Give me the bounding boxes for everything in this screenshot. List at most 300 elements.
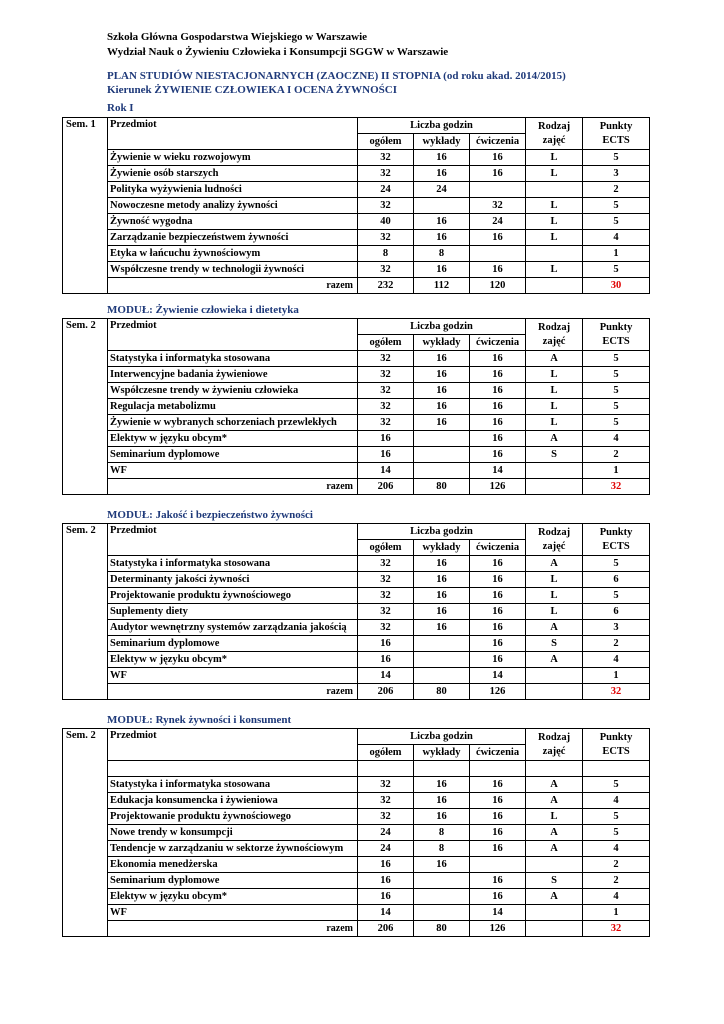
total-hours: 32 [358,367,414,383]
class-type-header-line1: Rodzaj [537,731,571,743]
class-type: L [526,367,583,383]
subject-name: Zarządzanie bezpieczeństwem żywności [108,230,358,246]
class-type: L [526,383,583,399]
totals-row [63,278,650,294]
ects-points: 4 [583,889,650,905]
lecture-hours: 8 [414,841,470,857]
table-row [63,889,650,905]
subject-name: Współczesne trendy w żywieniu człowieka [108,383,358,399]
subject-name: Żywienie w wybranych schorzeniach przewlekłych [108,415,358,431]
table-row [63,604,650,620]
subject-name: Statystyka i informatyka stosowana [108,777,358,793]
table-row [63,636,650,652]
lecture-hours: 16 [414,214,470,230]
class-type-header [526,118,583,150]
class-type: A [526,556,583,572]
ects-points: 5 [583,588,650,604]
subject-name: Tendencje w zarządzaniu w sektorze żywnościowym [108,841,358,857]
class-type: A [526,620,583,636]
subject-name: WF [108,668,358,684]
exercise-hours: 16 [470,166,526,182]
exercises-header: ćwiczenia [470,335,526,351]
blank-row [63,761,650,777]
class-type: L [526,214,583,230]
totals-row [63,479,650,495]
subject-name: Statystyka i informatyka stosowana [108,351,358,367]
subject-name: Interwencyjne badania żywieniowe [108,367,358,383]
hours-header: Liczba godzin [358,524,526,540]
table-row [63,652,650,668]
table-row [63,809,650,825]
class-type [526,246,583,262]
semester-label: Sem. 2 [63,319,108,495]
total-hours: 24 [358,182,414,198]
totals-label: razem [108,684,358,700]
exercise-hours [470,246,526,262]
ects-header [583,524,650,556]
total-hours: 14 [358,668,414,684]
subject-name: Żywność wygodna [108,214,358,230]
subject-name: Żywienie w wieku rozwojowym [108,150,358,166]
ects-points: 3 [583,166,650,182]
kierunek-title: Kierunek ŻYWIENIE CZŁOWIEKA I OCENA ŻYWNOŚCI [107,84,398,96]
hours-header: Liczba godzin [358,729,526,745]
lecture-hours-sum: 80 [414,684,470,700]
exercise-hours: 16 [470,588,526,604]
subject-name: Nowoczesne metody analizy żywności [108,198,358,214]
table-row [63,463,650,479]
table-row [63,825,650,841]
year-label: Rok I [107,102,134,114]
lecture-hours-sum: 80 [414,921,470,937]
class-type: A [526,825,583,841]
table-row [63,150,650,166]
total-hours: 24 [358,841,414,857]
semester-label: Sem. 1 [63,118,108,294]
total-hours-header: ogółem [358,540,414,556]
plan-title: PLAN STUDIÓW NIESTACJONARNYCH (ZAOCZNE) II STOPNIA (od roku akad. 2014/2015) [107,70,566,82]
class-type: L [526,588,583,604]
table-row [63,873,650,889]
class-type-header-line1: Rodzaj [537,321,571,333]
class-type-sum-empty [526,684,583,700]
table-row [63,262,650,278]
blank-cell [414,761,470,777]
subject-name: WF [108,905,358,921]
total-hours: 32 [358,230,414,246]
subject-name: Żywienie osób starszych [108,166,358,182]
hours-header: Liczba godzin [358,118,526,134]
table-row [63,351,650,367]
class-type: L [526,604,583,620]
exercise-hours: 16 [470,415,526,431]
class-type: L [526,150,583,166]
total-hours-sum: 206 [358,684,414,700]
class-type [526,182,583,198]
lecture-hours: 16 [414,809,470,825]
exercises-header: ćwiczenia [470,745,526,761]
subject-name: Edukacja konsumencka i żywieniowa [108,793,358,809]
class-type-header-line1: Rodzaj [537,120,571,132]
lecture-hours: 16 [414,230,470,246]
lecture-hours: 16 [414,351,470,367]
lecture-hours: 16 [414,572,470,588]
ects-header [583,319,650,351]
lecture-hours [414,652,470,668]
lecture-hours: 8 [414,246,470,262]
lecture-hours: 16 [414,588,470,604]
ects-points: 5 [583,198,650,214]
exercise-hours: 16 [470,636,526,652]
lecture-hours: 16 [414,620,470,636]
table-row [63,556,650,572]
exercise-hours: 16 [470,620,526,636]
total-hours: 24 [358,825,414,841]
module-title: MODUŁ: Jakość i bezpieczeństwo żywności [107,509,313,521]
exercise-hours-sum: 126 [470,921,526,937]
lecture-hours: 16 [414,777,470,793]
table-header-row [63,524,650,540]
total-hours: 16 [358,889,414,905]
class-type-header-line1: Rodzaj [537,526,571,538]
lecture-hours: 16 [414,150,470,166]
exercise-hours: 16 [470,230,526,246]
subject-name: Projektowanie produktu żywnościowego [108,588,358,604]
module-title: MODUŁ: Żywienie człowieka i dietetyka [107,304,299,316]
semester-label: Sem. 2 [63,729,108,937]
blank-cell [358,761,414,777]
subject-name: Regulacja metabolizmu [108,399,358,415]
table-row [63,668,650,684]
ects-points: 5 [583,777,650,793]
table-header-row [63,118,650,134]
table-row [63,214,650,230]
subject-name: Ekonomia menedżerska [108,857,358,873]
table-header-row [63,729,650,745]
total-hours-header: ogółem [358,335,414,351]
exercise-hours: 16 [470,825,526,841]
ects-header-line1: Punkty [599,731,633,743]
lecture-hours [414,873,470,889]
ects-points: 1 [583,668,650,684]
totals-label: razem [108,921,358,937]
class-type-sum-empty [526,921,583,937]
ects-points: 5 [583,809,650,825]
ects-points: 5 [583,262,650,278]
class-type: L [526,262,583,278]
subject-name: Audytor wewnętrzny systemów zarządzania jakością [108,620,358,636]
ects-points: 2 [583,636,650,652]
exercise-hours: 14 [470,463,526,479]
ects-sum: 32 [583,684,650,700]
subject-name: Elektyw w języku obcym* [108,431,358,447]
table-row [63,793,650,809]
lecture-hours: 16 [414,556,470,572]
table-row [63,399,650,415]
class-type: A [526,652,583,668]
table-row [63,367,650,383]
class-type-header [526,524,583,556]
lecture-hours-sum: 112 [414,278,470,294]
total-hours: 32 [358,150,414,166]
total-hours-sum: 232 [358,278,414,294]
ects-points: 5 [583,556,650,572]
total-hours-header: ogółem [358,745,414,761]
exercise-hours: 16 [470,383,526,399]
ects-points: 1 [583,905,650,921]
ects-points: 3 [583,620,650,636]
subject-header: Przedmiot [108,319,358,351]
ects-header-line2: ECTS [602,134,630,146]
class-type-header-line2: zajęć [542,335,566,347]
ects-points: 5 [583,214,650,230]
lecture-hours [414,198,470,214]
class-type: L [526,230,583,246]
total-hours: 32 [358,588,414,604]
university-name: Szkoła Główna Gospodarstwa Wiejskiego w Warszawie [107,31,368,43]
lecture-hours: 16 [414,399,470,415]
total-hours: 32 [358,415,414,431]
total-hours-header: ogółem [358,134,414,150]
class-type-header [526,729,583,761]
class-type: L [526,166,583,182]
lecture-hours: 16 [414,793,470,809]
lecture-hours [414,889,470,905]
exercise-hours-sum: 120 [470,278,526,294]
ects-points: 5 [583,367,650,383]
subject-name: Etyka w łańcuchu żywnościowym [108,246,358,262]
exercise-hours: 16 [470,889,526,905]
total-hours: 16 [358,873,414,889]
exercise-hours: 16 [470,150,526,166]
class-type: A [526,777,583,793]
subject-name: Projektowanie produktu żywnościowego [108,809,358,825]
totals-row [63,684,650,700]
exercise-hours: 16 [470,367,526,383]
subject-name: Seminarium dyplomowe [108,873,358,889]
exercise-hours-sum: 126 [470,479,526,495]
lectures-header: wykłady [414,335,470,351]
lecture-hours [414,447,470,463]
ects-header-line1: Punkty [599,526,633,538]
blank-cell [108,761,358,777]
subject-name: Seminarium dyplomowe [108,447,358,463]
study-plan-table [62,523,650,700]
ects-header-line2: ECTS [602,335,630,347]
subject-name: Współczesne trendy w technologii żywności [108,262,358,278]
ects-points: 5 [583,825,650,841]
exercise-hours: 16 [470,447,526,463]
total-hours: 32 [358,383,414,399]
ects-points: 4 [583,841,650,857]
ects-header-line1: Punkty [599,321,633,333]
ects-sum: 30 [583,278,650,294]
table-row [63,383,650,399]
class-type: L [526,572,583,588]
total-hours: 32 [358,166,414,182]
lecture-hours [414,905,470,921]
ects-points: 6 [583,604,650,620]
subject-name: Seminarium dyplomowe [108,636,358,652]
total-hours: 40 [358,214,414,230]
lecture-hours: 16 [414,166,470,182]
lecture-hours: 16 [414,604,470,620]
class-type: A [526,793,583,809]
subject-name: Determinanty jakości żywności [108,572,358,588]
total-hours: 32 [358,351,414,367]
table-row [63,415,650,431]
total-hours: 14 [358,463,414,479]
class-type-header-line2: zajęć [542,745,566,757]
table-row [63,905,650,921]
ects-sum: 32 [583,921,650,937]
lecture-hours: 16 [414,415,470,431]
ects-points: 5 [583,415,650,431]
ects-header-line1: Punkty [599,120,633,132]
table-row [63,588,650,604]
exercise-hours: 16 [470,841,526,857]
blank-cell [583,761,650,777]
ects-points: 4 [583,793,650,809]
ects-points: 1 [583,463,650,479]
total-hours: 16 [358,636,414,652]
table-row [63,166,650,182]
class-type-sum-empty [526,278,583,294]
subject-name: WF [108,463,358,479]
table-row [63,230,650,246]
total-hours: 14 [358,905,414,921]
subject-name: Elektyw w języku obcym* [108,652,358,668]
ects-points: 5 [583,383,650,399]
total-hours: 32 [358,793,414,809]
lecture-hours: 16 [414,383,470,399]
ects-points: 6 [583,572,650,588]
class-type-header-line2: zajęć [542,134,566,146]
exercise-hours: 16 [470,793,526,809]
ects-header [583,118,650,150]
subject-name: Statystyka i informatyka stosowana [108,556,358,572]
exercise-hours: 16 [470,399,526,415]
subject-header: Przedmiot [108,524,358,556]
total-hours-sum: 206 [358,921,414,937]
exercises-header: ćwiczenia [470,540,526,556]
ects-points: 4 [583,230,650,246]
ects-points: 2 [583,857,650,873]
table-row [63,620,650,636]
ects-points: 5 [583,150,650,166]
total-hours: 32 [358,399,414,415]
lectures-header: wykłady [414,745,470,761]
total-hours: 32 [358,604,414,620]
lecture-hours: 16 [414,262,470,278]
exercises-header: ćwiczenia [470,134,526,150]
class-type [526,905,583,921]
total-hours: 32 [358,620,414,636]
exercise-hours: 16 [470,777,526,793]
total-hours: 16 [358,652,414,668]
class-type: L [526,415,583,431]
exercise-hours: 14 [470,905,526,921]
lectures-header: wykłady [414,134,470,150]
total-hours: 32 [358,556,414,572]
lecture-hours-sum: 80 [414,479,470,495]
study-plan-table [62,117,650,294]
class-type [526,463,583,479]
ects-header-line2: ECTS [602,540,630,552]
lecture-hours: 16 [414,367,470,383]
blank-cell [470,761,526,777]
exercise-hours: 16 [470,262,526,278]
class-type: S [526,636,583,652]
semester-label: Sem. 2 [63,524,108,700]
study-plan-table [62,318,650,495]
table-row [63,572,650,588]
lecture-hours [414,636,470,652]
ects-points: 5 [583,399,650,415]
exercise-hours-sum: 126 [470,684,526,700]
class-type: L [526,198,583,214]
class-type-header-line2: zajęć [542,540,566,552]
lectures-header: wykłady [414,540,470,556]
total-hours: 32 [358,777,414,793]
ects-points: 2 [583,447,650,463]
ects-points: 5 [583,351,650,367]
exercise-hours: 16 [470,556,526,572]
exercise-hours [470,182,526,198]
subject-name: Polityka wyżywienia ludności [108,182,358,198]
total-hours-sum: 206 [358,479,414,495]
module-title: MODUŁ: Rynek żywności i konsument [107,714,292,726]
class-type [526,857,583,873]
ects-points: 2 [583,182,650,198]
class-type-sum-empty [526,479,583,495]
totals-label: razem [108,278,358,294]
exercise-hours: 32 [470,198,526,214]
lecture-hours [414,668,470,684]
exercise-hours: 16 [470,652,526,668]
table-row [63,431,650,447]
class-type: A [526,351,583,367]
study-plan-table [62,728,650,937]
ects-sum: 32 [583,479,650,495]
faculty-name: Wydział Nauk o Żywieniu Człowieka i Konsumpcji SGGW w Warszawie [107,46,449,58]
ects-points: 4 [583,652,650,668]
table-row [63,777,650,793]
class-type-header [526,319,583,351]
table-row [63,857,650,873]
table-row [63,198,650,214]
exercise-hours [470,857,526,873]
total-hours: 16 [358,431,414,447]
ects-header [583,729,650,761]
lecture-hours: 16 [414,857,470,873]
exercise-hours: 16 [470,431,526,447]
class-type: L [526,399,583,415]
lecture-hours: 24 [414,182,470,198]
totals-row [63,921,650,937]
lecture-hours [414,431,470,447]
class-type: A [526,889,583,905]
exercise-hours: 16 [470,351,526,367]
lecture-hours: 8 [414,825,470,841]
total-hours: 16 [358,447,414,463]
table-row [63,182,650,198]
class-type: S [526,873,583,889]
class-type: S [526,447,583,463]
blank-cell [526,761,583,777]
table-row [63,246,650,262]
table-row [63,447,650,463]
